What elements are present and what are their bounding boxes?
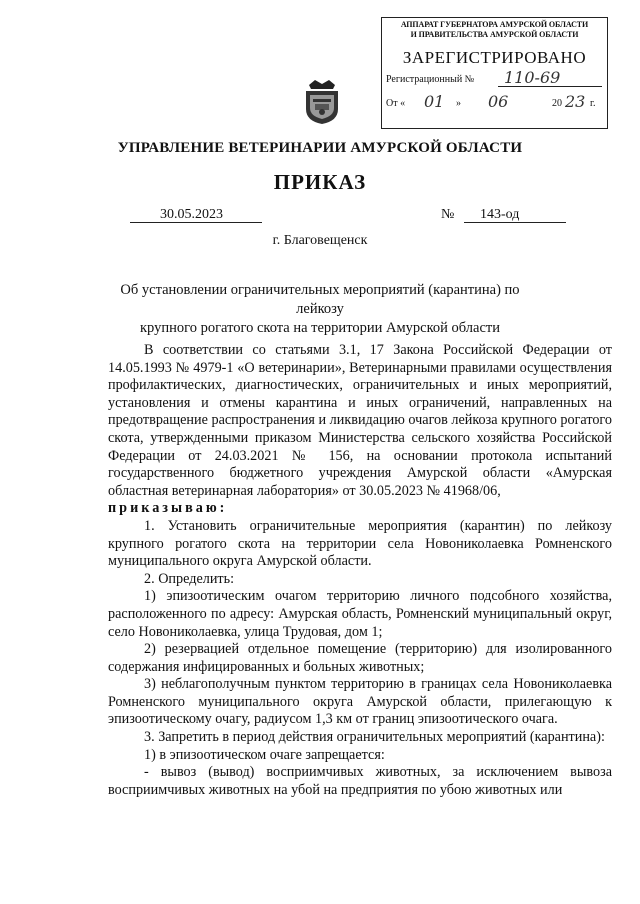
document-type-title: ПРИКАЗ: [273, 170, 367, 194]
clause-2-2: 2) резервацией отдельное помещение (территорию) для изолированного содержания инфицированных и больных животных;: [108, 641, 612, 675]
stamp-year-unit: г.: [590, 98, 596, 109]
stamp-reg-label: Регистрационный №: [386, 74, 475, 85]
clause-1: 1. Установить ограничительные мероприятия (карантин) по лейкозу крупного рогатого скота на территории села Новониколаевка Ромненского муниципального округа Амурской области.: [108, 517, 612, 570]
stamp-quote-close: »: [456, 98, 461, 109]
order-date: 30.05.2023: [160, 207, 223, 222]
stamp-registered: ЗАРЕГИСТРИРОВАНО: [402, 48, 587, 67]
subject-line1: Об установлении ограничительных мероприятий (карантина) по лейкозу: [120, 282, 520, 317]
order-number: 143-од: [480, 207, 520, 222]
registration-stamp: [381, 17, 608, 129]
stamp-org-line1: АППАРАТ ГУБЕРНАТОРА АМУРСКОЙ ОБЛАСТИ: [400, 20, 589, 29]
preamble-paragraph: В соответствии со статьями 3.1, 17 Закона Российской Федерации от 14.05.1993 № 4979-1 «О ветеринарии», Ветеринарными правилами осуществления профилактических, диагностических, ограничительных и иных мероприятий, установления и отмены карантина и иных ограничений, направленных на предотвращение распространения и ликвидацию очагов лейкоза крупного рогатого скота, утвержденными приказом Министерства сельского хозяйства Российской Федерации от 24.03.2021 № 156, на основании протокола испытаний государственного бюджетного учреждения Амурской области «Амурская областная ветеринарная лаборатория» от 30.05.2023 № 41968/06,: [108, 342, 612, 499]
clause-2-1: 1) эпизоотическим очагом территорию личного подсобного хозяйства, расположенного по адресу: Амурская область, Ромненский муниципальный округ, село Новониколаевка, улица Трудовая, дом 1;: [108, 588, 612, 640]
stamp-day: 01: [424, 92, 445, 111]
city: г. Благовещенск: [272, 233, 368, 248]
coat-of-arms-icon: [303, 79, 341, 125]
clause-2-3: 3) неблагополучным пунктом территорию в границах села Новониколаевка Ромненского муниципального округа Амурской области, прилегающую к эпизоотическому очагу, радиусом 1,3 км от границ эпизоотического очага.: [108, 676, 612, 728]
decree-word: приказываю:: [108, 500, 228, 517]
date-underline: [130, 222, 262, 223]
clause-3: 3. Запретить в период действия ограничительных мероприятий (карантина):: [144, 729, 605, 746]
subject-line2: крупного рогатого скота на территории Амурской области: [140, 320, 500, 336]
order-subject: [120, 281, 520, 338]
stamp-year-prefix: 20: [552, 98, 562, 109]
stamp-reg-row: [386, 68, 603, 92]
stamp-year-suffix: 23: [565, 92, 586, 111]
clause-3-1: 1) в эпизоотическом очаге запрещается:: [144, 746, 385, 763]
stamp-date-row: [386, 92, 603, 116]
stamp-month: 06: [488, 92, 509, 111]
number-underline: [464, 222, 566, 223]
order-body: [108, 342, 612, 799]
stamp-from-label: От «: [386, 98, 406, 109]
number-sign: №: [441, 207, 455, 222]
clause-2: 2. Определить:: [144, 570, 235, 587]
clause-3-1-a: - вывоз (вывод) восприимчивых животных, за исключением вывоза восприимчивых животных на убой на предприятия по убою животных или: [108, 764, 612, 798]
stamp-reg-number: 110-69: [504, 68, 561, 87]
department-title: УПРАВЛЕНИЕ ВЕТЕРИНАРИИ АМУРСКОЙ ОБЛАСТИ: [117, 140, 523, 156]
stamp-reg-underline: [498, 86, 602, 87]
stamp-org-line2: И ПРАВИТЕЛЬСТВА АМУРСКОЙ ОБЛАСТИ: [410, 30, 579, 39]
